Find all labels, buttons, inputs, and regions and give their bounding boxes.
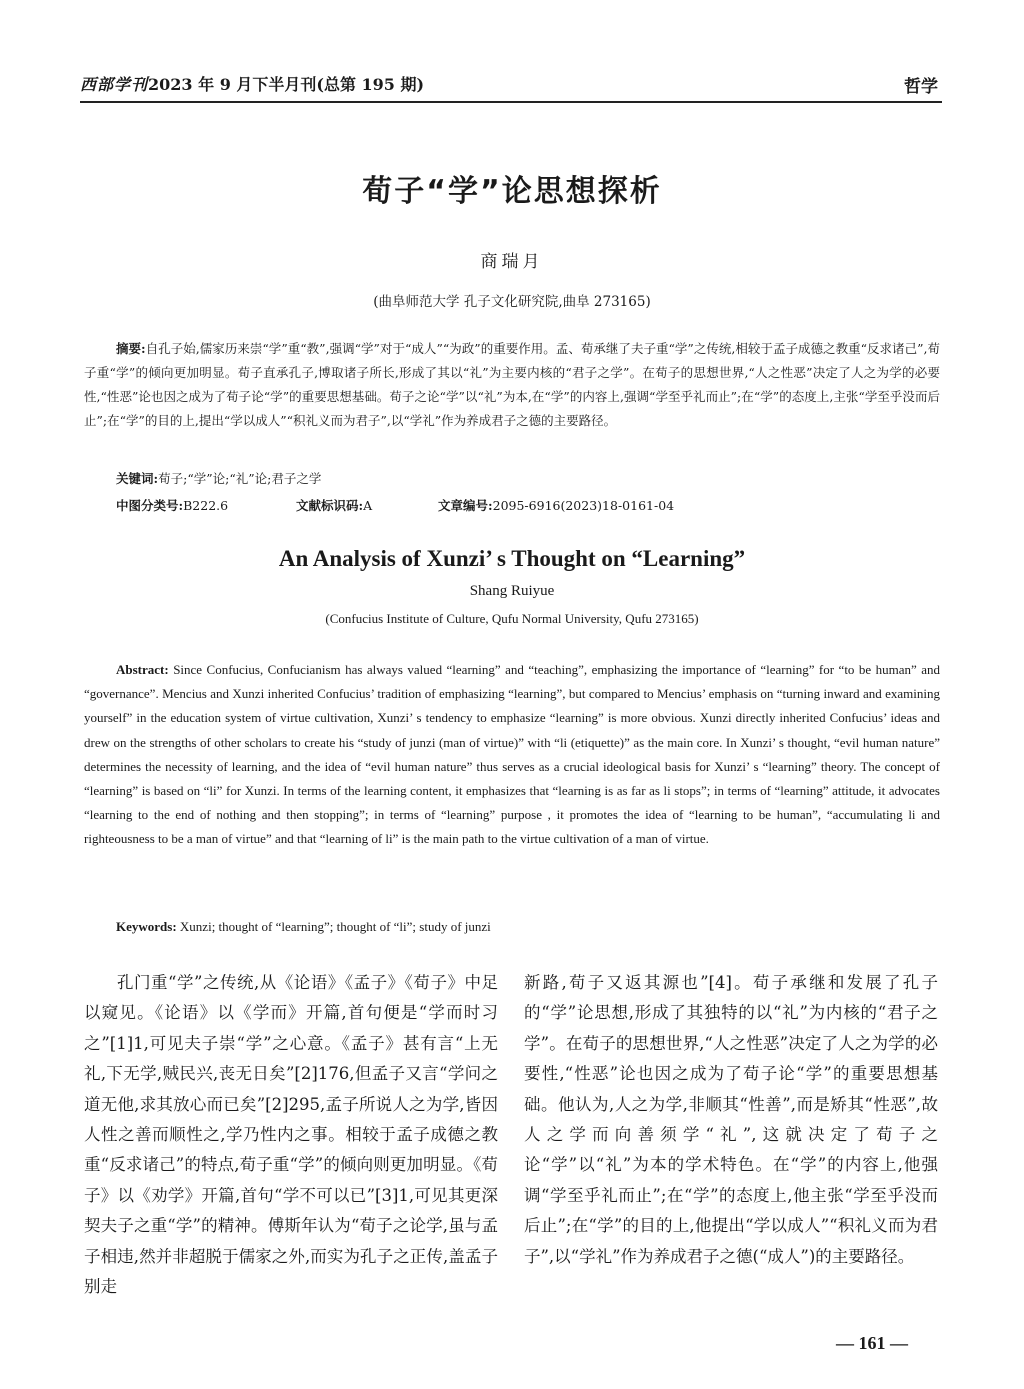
keywords-text: 荀子;“学”论;“礼”论;君子之学 bbox=[158, 471, 322, 486]
section-label: 哲学 bbox=[904, 77, 938, 97]
body-left-column bbox=[84, 968, 498, 1302]
chinese-abstract bbox=[84, 337, 940, 433]
keywords-label: 关键词: bbox=[116, 471, 159, 486]
article-number: 文章编号:2095-6916(2023)18-0161-04 bbox=[438, 498, 675, 513]
abstract-text: 自孔子始,儒家历来崇“学”重“教”,强调“学”对于“成人”“为政”的重要作用。孟、荀承继了夫子重“学”之传统,相较于孟子成德之教重“反求诸己”,荀子重“学”的倾向更加明显。荀子直承孔子,博取诸子所长,形成了其以“礼”为主要内核的“君子之学”。在荀子的思想世界,“人之性恶”决定了人之为学的必要性,“性恶”论也因之成为了荀子论“学”的重要思想基础。荀子之论“学”以“礼”为本,在“学”的内容上,强调“学至乎礼而止”;在“学”的态度上,主张“学至乎没而后止”;在“学”的目的上,提出“学以成人”“积礼义而为君子”,以“学礼”作为养成君子之德的主要路径。 bbox=[84, 341, 940, 428]
author-name: 商瑞月 bbox=[480, 252, 544, 272]
document-code: 文献标识码:A bbox=[296, 498, 373, 513]
body-paragraph: 孔门重“学”之传统,从《论语》《孟子》《荀子》中足以窥见。《论语》以《学而》开篇,首句便是“学而时习之”[1]1,可见夫子崇“学”之心意。《孟子》甚有言“上无礼,下无学,贼民兴,丧无日矣”[2]176,但孟子又言“学问之道无他,求其放心而已矣”[2]295,孟子所说人之为学,皆因人性之善而顺性之,学乃性内之事。相较于孟子成德之教重“反求诸己”的特点,荀子重“学”的倾向则更加明显。《荀子》以《劝学》开篇,首句“学不可以已”[3]1,可见其更深契夫子之重“学”的精神。傅斯年认为“荀子之论学,虽与孟子相违,然并非超脱于儒家之外,而实为孔子之正传,盖孟子别走 bbox=[84, 973, 498, 1297]
header-rule bbox=[80, 101, 942, 103]
abstract-en-text: Since Confucius, Confucianism has always valued “learning” and “teaching”, emphasizing the importance of “learning” for “to be human” and “governance”. Mencius and Xunzi inherited Confucius’ tradition of emphasizing “learning”, but compared to Mencius’ emphasis on “turning inward and examining yourself” in the education system of virtue cultivation, Xunzi’ s tendency to emphasize “learning” is more obvious. Xunzi directly inherited Confucius’ ideas and drew on the strengths of other scholars to create his “study of junzi (man of virtue)” with “li (etiquette)” as the main core. In Xunzi’ s thought, “evil human nature” determines the necessity of learning, and the idea of “evil human nature” thus serves as a crucial ideological basis for Xunzi’ s “learning” theory. The concept of “learning” is based on “li” for Xunzi. In terms of the learning content, it emphasizes that “learning is as far as li stops”; in terms of “learning” attitude, it advocates “learning to the end of nothing and then stopping”; in terms of “learning” purpose , it promotes the idea of “learning to be human”, “accumulating li and righteousness to be a man of virtue” and that “learning of li” is the main path to the virtue cultivation of a man of virtue. bbox=[84, 662, 941, 847]
chinese-keywords bbox=[116, 469, 321, 487]
author-affiliation: (曲阜师范大学 孔子文化研究院,曲阜 273165) bbox=[373, 294, 651, 310]
english-keywords bbox=[116, 919, 491, 935]
english-author: Shang Ruiyue bbox=[469, 583, 555, 599]
english-abstract bbox=[84, 658, 940, 852]
classification-row bbox=[116, 496, 816, 518]
page-number: — 161 — bbox=[836, 1333, 908, 1353]
journal-logo: 西部学刊 bbox=[80, 75, 149, 94]
body-paragraph: 新路,荀子又返其源也”[4]。荀子承继和发展了孔子的“学”论思想,形成了其独特的以“礼”为内核的“君子之学”。在荀子的思想世界,“人之性恶”决定了人之为学的必要性,“性恶”论也因之成为了荀子论“学”的重要思想基础。他认为,人之为学,非顺其“性善”,而是矫其“性恶”,故人之学而向善须学“礼”,这就决定了荀子之论“学”以“礼”为本的学术特色。在“学”的内容上,他强调“学至乎礼而止”;在“学”的态度上,他主张“学至乎没而后止”;在“学”的目的上,他提出“学以成人”“积礼义而为君子”,以“学礼”作为养成君子之德(“成人”)的主要路径。 bbox=[524, 973, 938, 1266]
english-affiliation: (Confucius Institute of Culture, Qufu Normal University, Qufu 273165) bbox=[325, 611, 699, 626]
clc-number: 中图分类号:B222.6 bbox=[116, 498, 229, 513]
body-right-column bbox=[524, 968, 938, 1272]
keywords-en-label: Keywords: bbox=[116, 919, 177, 934]
article-title: 荀子“学”论思想探析 bbox=[362, 174, 662, 209]
running-header bbox=[80, 72, 942, 98]
abstract-en-label: Abstract: bbox=[116, 662, 169, 677]
journal-issue bbox=[80, 72, 424, 95]
issue-text: 2023 年 9 月下半月刊(总第 195 期) bbox=[148, 75, 425, 94]
keywords-en-text: Xunzi; thought of “learning”; thought of “li”; study of junzi bbox=[179, 919, 491, 934]
abstract-label: 摘要: bbox=[116, 341, 146, 356]
english-title: An Analysis of Xunzi’ s Thought on “Learning” bbox=[278, 546, 746, 571]
